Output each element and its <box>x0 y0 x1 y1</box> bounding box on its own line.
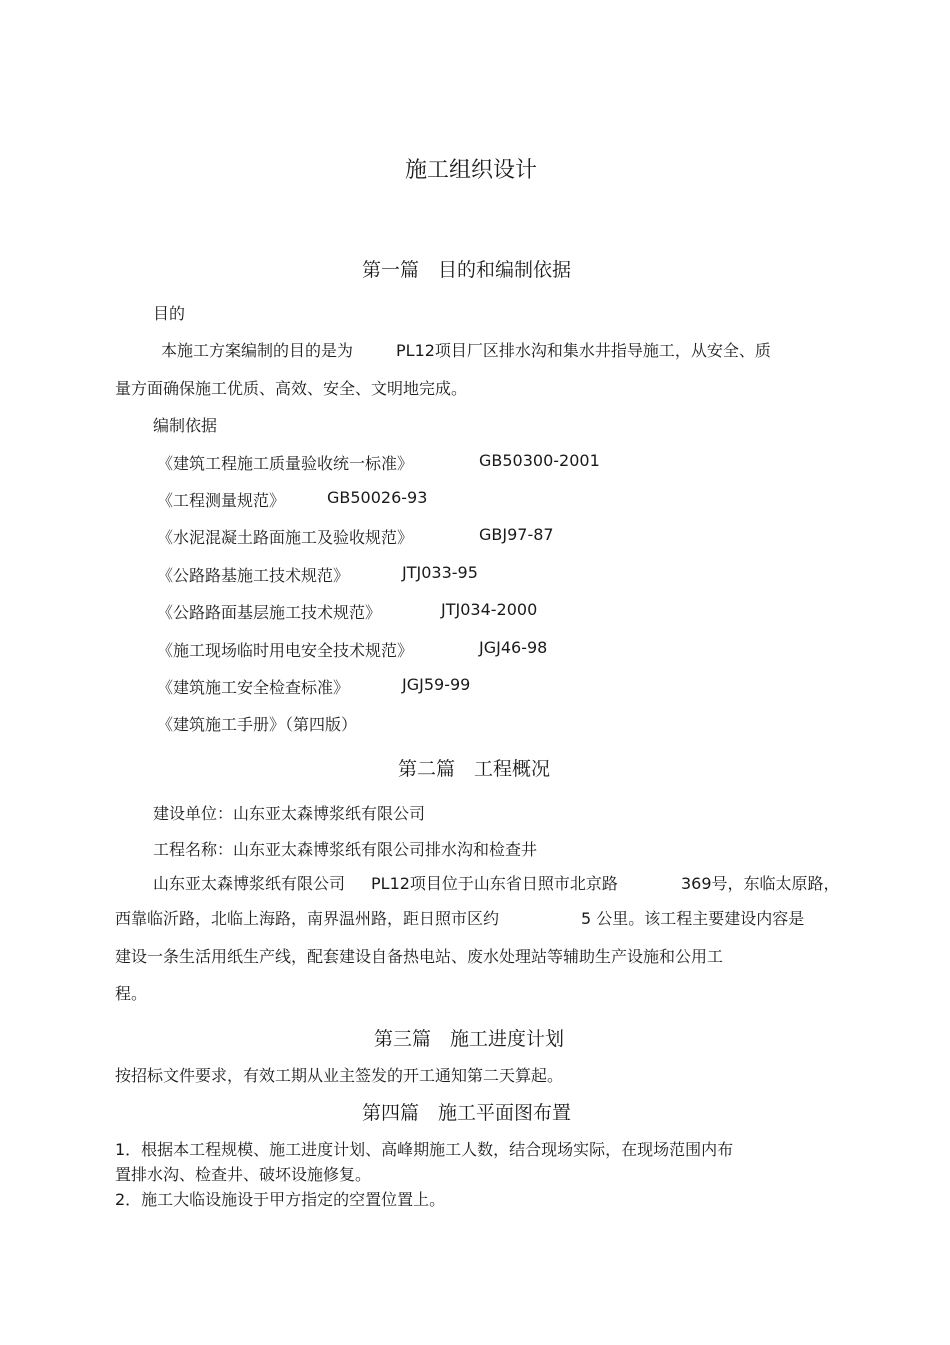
standard-code: GB50026-93 <box>327 488 428 507</box>
purpose-text-a: 本施工方案编制的目的是为 <box>161 341 354 360</box>
schedule-text: 按招标文件要求，有效工期从业主签发的开工通知第二天算起。 <box>115 1066 564 1085</box>
basis-label: 编制依据 <box>153 416 218 435</box>
standard-name: 《建筑工程施工质量验收统一标准》 <box>157 454 414 473</box>
standard-name: 《工程测量规范》 <box>157 491 286 510</box>
standard-name: 《公路路面基层施工技术规范》 <box>157 603 382 622</box>
standard-name: 《建筑施工安全检查标准》 <box>157 678 350 697</box>
standard-code: GB50300-2001 <box>479 451 600 470</box>
standard-code: JGJ46-98 <box>479 638 548 657</box>
standard-name: 《施工现场临时用电安全技术规范》 <box>157 641 414 660</box>
purpose-label: 目的 <box>153 304 186 323</box>
description-text: 程。 <box>115 984 148 1003</box>
part1-heading: 第一篇 目的和编制依据 <box>362 259 572 281</box>
layout-item-1-cont: 置排水沟、检查井、破坏设施修复。 <box>115 1165 372 1184</box>
document-title: 施工组织设计 <box>405 158 538 183</box>
description-text: 5 公里。该工程主要建设内容是 <box>581 909 805 928</box>
purpose-text-line2: 量方面确保施工优质、高效、安全、文明地完成。 <box>115 379 468 398</box>
part4-heading: 第四篇 施工平面图布置 <box>362 1102 572 1124</box>
standard-name: 《水泥混凝土路面施工及验收规范》 <box>157 528 414 547</box>
standard-name: 《建筑施工手册》（第四版） <box>157 715 358 734</box>
description-text: 西靠临沂路，北临上海路，南界温州路，距日照市区约 <box>115 909 500 928</box>
standard-code: JTJ033-95 <box>402 563 478 582</box>
description-text: PL12项目位于山东省日照市北京路 <box>371 874 618 893</box>
purpose-text-b: PL12项目厂区排水沟和集水井指导施工，从安全、质 <box>396 341 771 360</box>
layout-item-1: 1．根据本工程规模、施工进度计划、高峰期施工人数，结合现场实际，在现场范围内布 <box>115 1140 734 1159</box>
description-text: 山东亚太森博浆纸有限公司 <box>153 874 346 893</box>
standard-code: JTJ034-2000 <box>441 600 538 619</box>
standard-code: GBJ97-87 <box>479 525 554 544</box>
part2-heading: 第二篇 工程概况 <box>398 758 551 780</box>
description-text: 建设一条生活用纸生产线，配套建设自备热电站、废水处理站等辅助生产设施和公用工 <box>115 947 724 966</box>
description-text: 369号，东临太原路， <box>681 874 840 893</box>
project-name-line: 工程名称：山东亚太森博浆纸有限公司排水沟和检查井 <box>153 840 538 859</box>
part3-heading: 第三篇 施工进度计划 <box>374 1028 565 1050</box>
standard-code: JGJ59-99 <box>402 675 471 694</box>
standard-name: 《公路路基施工技术规范》 <box>157 566 350 585</box>
layout-item-2: 2．施工大临设施设于甲方指定的空置位置上。 <box>115 1190 446 1209</box>
owner-line: 建设单位：山东亚太森博浆纸有限公司 <box>153 804 426 823</box>
